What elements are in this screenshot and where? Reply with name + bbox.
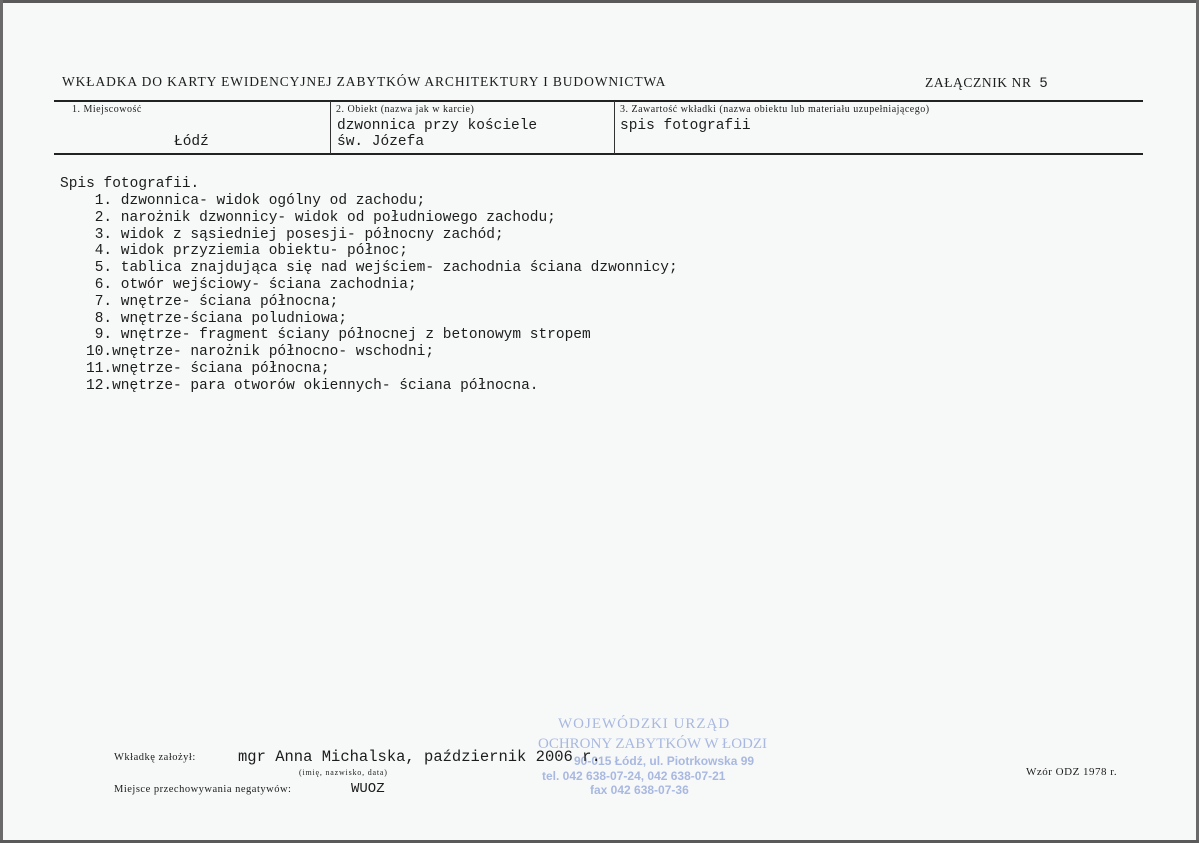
photo-list-item: 5. tablica znajdująca się nad wejściem- zachodnia ściana dzwonnicy; (86, 260, 678, 277)
photo-list-item: 9. wnętrze- fragment ściany północnej z betonowym stropem (86, 327, 591, 344)
locality-label: 1. Miejscowość (72, 104, 142, 115)
negatives-value: WUOZ (351, 781, 385, 797)
stamp-line-1: WOJEWÓDZKI URZĄD (558, 716, 731, 732)
locality-value: Łódź (174, 134, 209, 150)
object-value-line2: św. Józefa (337, 134, 425, 150)
contents-label: 3. Zawartość wkładki (nazwa obiektu lub materiału uzupełniającego) (620, 104, 930, 115)
form-title: WKŁADKA DO KARTY EWIDENCYJNEJ ZABYTKÓW ARCHITEKTURY I BUDOWNICTWA (62, 74, 667, 89)
photo-list-item: 11.wnętrze- ściana północna; (86, 360, 330, 377)
table-bottom-rule (54, 153, 1143, 155)
photo-list-title: Spis fotografii. (60, 176, 200, 192)
form-pattern: Wzór ODZ 1978 r. (1026, 766, 1118, 778)
author-value: mgr Anna Michalska, październik 2006 r. (238, 748, 601, 766)
annex-label-group (925, 74, 1048, 91)
annex-label: ZAŁĄCZNIK NR (925, 75, 1032, 90)
photo-list (86, 193, 678, 395)
author-label: Wkładkę założył: (114, 752, 196, 763)
stamp-line-4: tel. 042 638-07-24, 042 638-07-21 (542, 769, 726, 783)
table-top-rule (54, 100, 1143, 102)
stamp-line-5: fax 042 638-07-36 (590, 783, 689, 797)
photo-list-item: 10.wnętrze- narożnik północno- wschodni; (86, 344, 435, 361)
photo-list-item: 6. otwór wejściowy- ściana zachodnia; (86, 276, 417, 293)
stamp-line-3: 90-015 Łódź, ul. Piotrkowska 99 (574, 754, 755, 768)
photo-list-item: 8. wnętrze-ściana poludniowa; (86, 310, 348, 327)
negatives-label: Miejsce przechowywania negatywów: (114, 784, 292, 795)
photo-list-item: 2. narożnik dzwonnicy- widok od południowego zachodu; (86, 209, 556, 226)
object-label: 2. Obiekt (nazwa jak w karcie) (336, 104, 475, 115)
scan-border-left (0, 0, 3, 843)
scan-border-top (0, 0, 1199, 3)
photo-list-item: 1. dzwonnica- widok ogólny od zachodu; (86, 193, 426, 209)
column-divider-2 (614, 101, 615, 154)
author-hint: (imię, nazwisko, data) (299, 768, 388, 777)
object-value-line1: dzwonnica przy kościele (337, 118, 538, 134)
contents-value: spis fotografii (620, 118, 751, 134)
stamp-line-2: OCHRONY ZABYTKÓW W ŁODZI (538, 736, 768, 752)
annex-number: 5 (1039, 74, 1048, 90)
photo-list-item: 3. widok z sąsiedniej posesji- północny zachód; (86, 226, 504, 243)
photo-list-item: 7. wnętrze- ściana północna; (86, 293, 339, 310)
photo-list-item: 4. widok przyziemia obiektu- północ; (86, 243, 408, 260)
column-divider-1 (330, 101, 331, 154)
photo-list-item: 12.wnętrze- para otworów okiennych- ściana północna. (86, 377, 539, 394)
